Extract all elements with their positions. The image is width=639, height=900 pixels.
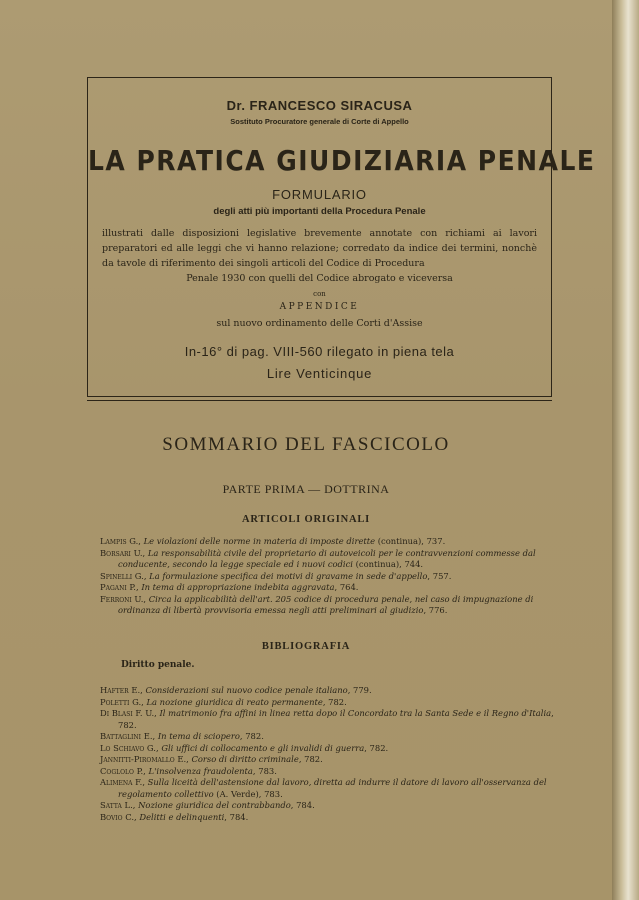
bibliography-entry [100, 685, 558, 697]
entry-title: La responsabilità civile del proprietario di autoveicoli per le contravvenzioni commesse dal conducente, secondo la legge speciale ed i nuovi codici [118, 547, 536, 569]
entry-page: , 783. [252, 765, 277, 776]
entry-title: In tema di appropriazione indebita aggravata [141, 582, 335, 592]
entry-title: Nozione giuridica del contrabbando [138, 800, 291, 810]
article-entry [100, 582, 558, 594]
entry-title: Considerazioni sul nuovo codice penale italiano [145, 685, 348, 695]
entry-page: , 779. [347, 685, 372, 695]
entry-page: (continua), 744. [352, 559, 424, 569]
entry-page: , 782. [298, 754, 323, 764]
article-entry [100, 594, 558, 617]
entry-page: , 764. [334, 582, 359, 592]
entry-author: Lo Schiavo G., [100, 742, 159, 753]
entry-page: , 782. [364, 742, 389, 753]
ad-subtitle-description: degli atti più importanti della Procedura Penale [213, 206, 426, 217]
entry-author: Lampis G., [100, 536, 141, 546]
bibliography-entry [100, 766, 558, 778]
bibliography-entry [100, 697, 558, 709]
entry-author: Satta L., [100, 800, 136, 810]
entry-author: Spinelli G., [100, 570, 147, 581]
entry-author: Borsari U., [100, 547, 146, 558]
entry-author: Ferroni U., [100, 593, 147, 604]
part-heading: PARTE PRIMA — DOTTRINA [222, 482, 390, 496]
ad-appendice-description: sul nuovo ordinamento delle Corti d'Assise [216, 318, 423, 329]
entry-title: Le violazioni delle norme in materia di imposte dirette [143, 536, 376, 546]
article-entry [100, 536, 558, 548]
entry-author: Di Blasi F. U., [100, 708, 157, 718]
ad-author: Dr. FRANCESCO SIRACUSA [226, 98, 413, 113]
ad-description-main: illustrati dalle disposizioni legislative brevemente annotate con richiami ai lavori preparatori ed alle leggi che vi hanno relazione; corredato da indice dei termini, nonchè da tavole di riferimento dei singoli articoli del Codice di Procedura [102, 228, 537, 269]
bibliography-entry [100, 777, 558, 800]
entry-author: Poletti G., [100, 696, 144, 707]
book-advertisement-box [87, 77, 596, 397]
entry-page: , 784. [290, 800, 315, 810]
bibliography-entry [100, 708, 558, 731]
ad-price: Lire Venticinque [266, 366, 373, 381]
ad-format: In-16° di pag. VIII-560 rilegato in piena tela [184, 344, 455, 359]
entry-title: Sulla liceità dell'astensione dal lavoro, diretta ad indurre il datore di lavoro all'osservanza del regolamento collettivo [118, 777, 547, 799]
entry-author: Bovio C., [100, 811, 137, 822]
ad-book-title: LA PRATICA GIUDIZIARIA PENALE [88, 144, 596, 177]
bibliography-heading: BIBLIOGRAFIA [261, 641, 351, 652]
entry-title: In tema di sciopero [157, 731, 240, 741]
entry-author: Hafter E., [100, 685, 143, 695]
entry-page: , 782. [322, 696, 347, 707]
ad-description [102, 226, 537, 286]
article-entry [100, 548, 558, 571]
entry-title: Gli uffici di collocamento e gli invalidi di guerra [161, 742, 365, 753]
bibliography-section: Diritto penale. [121, 660, 195, 670]
entry-author: Battaglini E., [100, 731, 156, 741]
entry-page: , 784. [224, 811, 249, 822]
entry-page: (A. Verde), 783. [213, 788, 283, 799]
ad-subtitle: FORMULARIO [272, 187, 367, 202]
entry-title: Il matrimonio fra affini in linea retta dopo il Concordato tra la Santa Sede e il Regno d'Italia [159, 708, 552, 718]
entry-author: Alimena F., [100, 777, 145, 787]
ad-appendice: APPENDICE [279, 302, 360, 312]
articles-heading: ARTICOLI ORIGINALI [241, 514, 371, 525]
ad-con: con [313, 290, 326, 298]
entry-title: La formulazione specifica dei motivi di gravame in sede d'appello [149, 570, 428, 581]
entry-page: , 757. [427, 570, 452, 581]
bibliography-list [100, 685, 558, 823]
bibliography-entry [100, 743, 558, 755]
entry-page: , 782. [118, 708, 554, 730]
entry-author: Coglolo P., [100, 765, 146, 776]
ad-description-last: Penale 1930 con quelli del Codice abrogato e viceversa [186, 273, 453, 284]
entry-title: L'insolvenza fraudolenta [148, 765, 253, 776]
entry-title: La nozione giuridica di reato permanente [146, 696, 323, 707]
bibliography-entry [100, 731, 558, 743]
entry-title: Circa la applicabilità dell'art. 205 codice di procedura penale, nel caso di impugnazione di ordinanza di libertà provvisoria emessa negli atti preliminari al giudizio [118, 593, 534, 615]
entry-title: Delitti e delinquenti [139, 811, 225, 822]
bibliography-entry [100, 754, 558, 766]
summary-heading: SOMMARIO DEL FASCICOLO [162, 434, 450, 455]
entry-author: Pagani P., [100, 582, 139, 592]
article-entry [100, 571, 558, 583]
entry-title: Corso di diritto criminale [191, 754, 299, 764]
entry-author: Jannitti-Piromallo E., [100, 754, 189, 764]
entry-page: (continua), 737. [375, 536, 446, 546]
entry-page: , 782. [239, 731, 264, 741]
book-spine-edge [612, 0, 639, 900]
bibliography-entry [100, 812, 558, 824]
ad-author-role: Sostituto Procuratore generale di Corte di Appello [230, 117, 409, 126]
articles-list [100, 536, 558, 617]
bibliography-entry [100, 800, 558, 812]
entry-page: , 776. [423, 605, 448, 615]
